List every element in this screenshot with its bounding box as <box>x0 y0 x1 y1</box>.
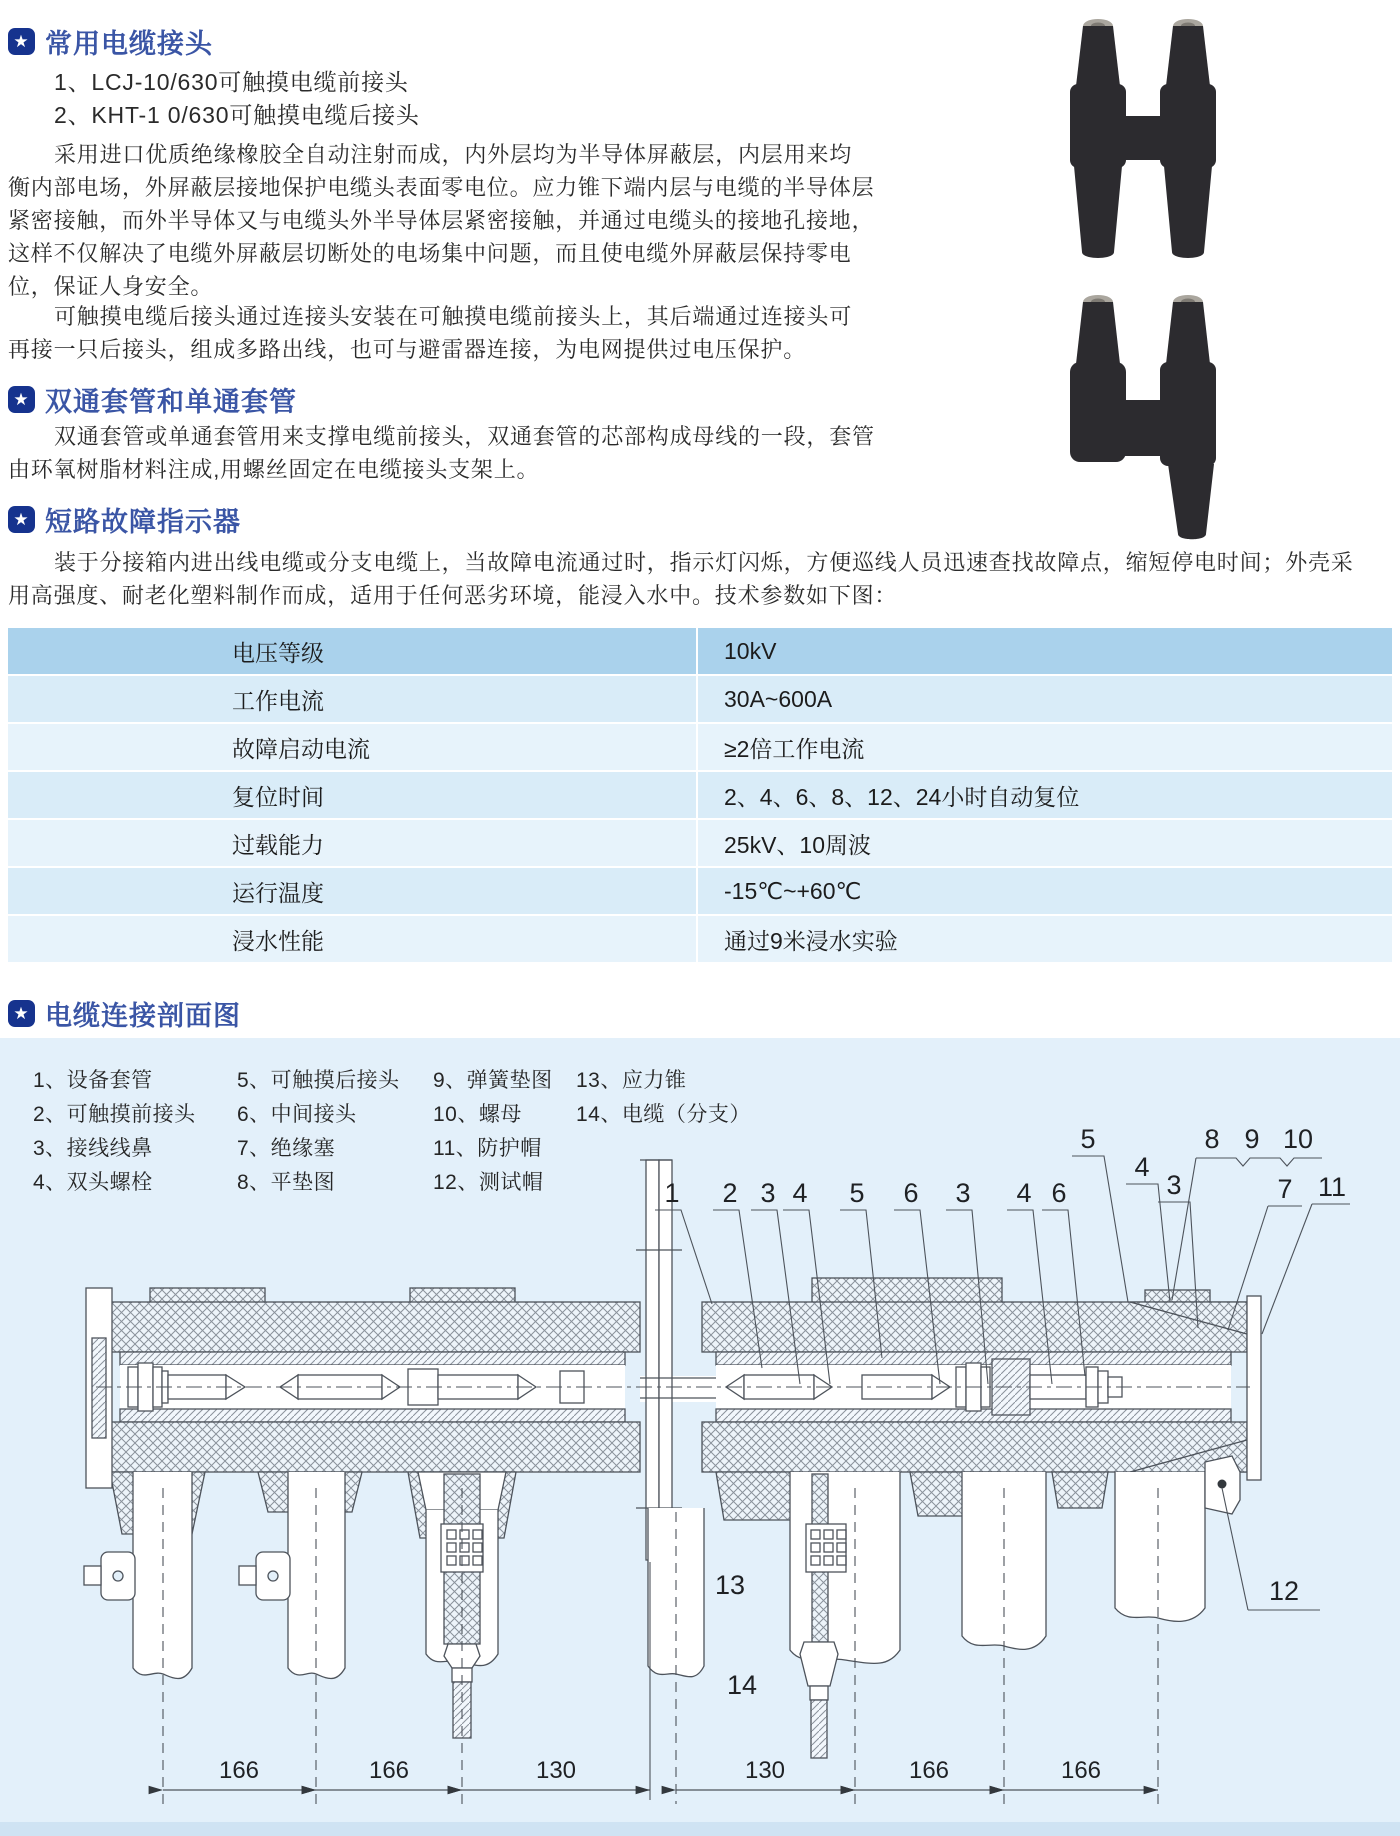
legend-item: 4、双头螺栓 <box>33 1171 153 1194</box>
dimension-label: 166 <box>1060 1757 1102 1784</box>
callout-number: 4 <box>792 1178 808 1208</box>
legend-item: 3、接线线鼻 <box>33 1137 153 1160</box>
paragraph <box>8 420 875 486</box>
table-value-cell: 10kV <box>724 637 777 664</box>
assembly-drawing <box>84 1156 1350 1804</box>
paragraph-line: 可触摸电缆后接头通过连接头安装在可触摸电缆前接头上，其后端通过连接头可 <box>54 304 853 329</box>
section-title: 短路故障指示器 <box>45 507 241 537</box>
legend-item: 10、螺母 <box>433 1103 522 1126</box>
list-item: 2、KHT-1 0/630可触摸电缆后接头 <box>54 102 420 128</box>
callout-number: 6 <box>903 1178 919 1208</box>
table-label-cell: 复位时间 <box>8 772 698 818</box>
dimension-label: 130 <box>744 1757 786 1784</box>
legend-item: 5、可触摸后接头 <box>237 1069 400 1092</box>
legend-item: 12、测试帽 <box>433 1171 544 1194</box>
legend-item: 13、应力锥 <box>576 1069 687 1092</box>
dimension-label: 166 <box>218 1757 260 1784</box>
paragraph-line: 用高强度、耐老化塑料制作而成，适用于任何恶劣环境，能浸入水中。技术参数如下图： <box>8 583 898 608</box>
paragraph <box>8 138 874 303</box>
legend-item: 2、可触摸前接头 <box>33 1103 196 1126</box>
legend-item: 9、弹簧垫图 <box>433 1069 553 1092</box>
cable-connector-photo-top <box>1058 16 1230 272</box>
table-row <box>8 916 1392 962</box>
callout-number: 8 <box>1204 1124 1220 1154</box>
product-list <box>54 66 420 132</box>
callout-number: 3 <box>955 1178 971 1208</box>
dimension-label: 130 <box>535 1757 577 1784</box>
section-star-icon: ★ <box>8 506 35 533</box>
cable-connector-photo-bottom <box>1058 292 1234 542</box>
legend-item: 7、绝缘塞 <box>237 1137 336 1160</box>
paragraph <box>8 546 1354 612</box>
panel-footer-strip <box>0 1822 1400 1836</box>
cross-section-drawing <box>0 1038 1400 1836</box>
callout-number: 9 <box>1244 1124 1260 1154</box>
section-title: 常用电缆接头 <box>45 29 213 59</box>
table-row <box>8 676 1392 722</box>
table-row <box>8 868 1392 914</box>
section-heading-cable-joints <box>8 22 213 61</box>
dimension-label: 166 <box>368 1757 410 1784</box>
section-heading-fault-indicator <box>8 500 241 539</box>
dimension-labels <box>219 1757 1101 1784</box>
section-star-icon: ★ <box>8 1000 35 1027</box>
table-label-cell: 故障启动电流 <box>8 724 698 770</box>
paragraph-line: 装于分接箱内进出线电缆或分支电缆上，当故障电流通过时，指示灯闪烁，方便巡线人员迅速查找故障点，缩短停电时间；外壳采 <box>54 550 1354 575</box>
callout-number: 3 <box>1166 1170 1182 1200</box>
dimension-label: 166 <box>908 1757 950 1784</box>
diagram-panel <box>0 1038 1400 1836</box>
callout-number: 10 <box>1282 1124 1314 1154</box>
section-title: 电缆连接剖面图 <box>45 1001 241 1031</box>
table-value-cell: -15℃~+60℃ <box>724 877 862 904</box>
callout-number: 6 <box>1051 1178 1067 1208</box>
paragraph-line: 双通套管或单通套管用来支撑电缆前接头，双通套管的芯部构成母线的一段，套管 <box>54 424 875 449</box>
spec-table <box>8 628 1392 964</box>
callout-number: 5 <box>849 1178 865 1208</box>
section-star-icon: ★ <box>8 386 35 413</box>
callout-number: 12 <box>1268 1576 1300 1606</box>
list-item: 1、LCJ-10/630可触摸电缆前接头 <box>54 69 409 95</box>
callout-number: 4 <box>1134 1152 1150 1182</box>
callout-number: 1 <box>664 1178 680 1208</box>
callout-number: 4 <box>1016 1178 1032 1208</box>
paragraph-line: 由环氧树脂材料注成,用螺丝固定在电缆接头支架上。 <box>8 457 540 482</box>
section-heading-cross-section <box>8 994 241 1033</box>
table-label-cell: 浸水性能 <box>8 916 698 962</box>
callout-number: 2 <box>722 1178 738 1208</box>
paragraph-line: 紧密接触，而外半导体又与电缆头外半导体层紧密接触，并通过电缆头的接地孔接地， <box>8 208 875 233</box>
callout-number: 3 <box>760 1178 776 1208</box>
callout-number: 13 <box>714 1570 746 1600</box>
legend-item: 8、平垫图 <box>237 1171 336 1194</box>
table-label-cell: 运行温度 <box>8 868 698 914</box>
paragraph-line: 再接一只后接头，组成多路出线，也可与避雷器连接，为电网提供过电压保护。 <box>8 337 807 362</box>
paragraph-line: 位，保证人身安全。 <box>8 274 214 299</box>
callout-number: 14 <box>726 1670 758 1700</box>
table-value-cell: 30A~600A <box>724 685 833 712</box>
table-value-cell: 2、4、6、8、12、24小时自动复位 <box>724 783 1080 810</box>
table-row <box>8 772 1392 818</box>
legend-item: 14、电缆（分支） <box>576 1103 751 1126</box>
legend-item: 11、防护帽 <box>433 1137 542 1160</box>
callout-number: 11 <box>1317 1172 1347 1202</box>
section-title: 双通套管和单通套管 <box>45 387 297 417</box>
table-row <box>8 820 1392 866</box>
paragraph-line: 这样不仅解决了电缆外屏蔽层切断处的电场集中问题，而且使电缆外屏蔽层保持零电 <box>8 241 852 266</box>
table-label-cell: 过载能力 <box>8 820 698 866</box>
center-bushing-plate <box>636 1160 716 1560</box>
callout-number: 5 <box>1080 1124 1096 1154</box>
paragraph-line: 采用进口优质绝缘橡胶全自动注射而成，内外层均为半导体屏蔽层，内层用来均 <box>54 142 853 167</box>
table-label-cell: 工作电流 <box>8 676 698 722</box>
table-value-cell: 通过9米浸水实验 <box>724 927 898 954</box>
table-row <box>8 628 1392 674</box>
callout-number: 7 <box>1277 1174 1293 1204</box>
paragraph <box>8 300 852 366</box>
paragraph-line: 衡内部电场，外屏蔽层接地保护电缆头表面零电位。应力锥下端内层与电缆的半导体层 <box>8 175 875 200</box>
legend-item: 1、设备套管 <box>33 1069 153 1092</box>
table-label-cell: 电压等级 <box>8 628 698 674</box>
section-star-icon: ★ <box>8 28 35 55</box>
legend-item: 6、中间接头 <box>237 1103 357 1126</box>
table-value-cell: 25kV、10周波 <box>724 831 872 858</box>
section-heading-bushings <box>8 380 297 419</box>
table-value-cell: ≥2倍工作电流 <box>724 735 865 762</box>
table-row <box>8 724 1392 770</box>
